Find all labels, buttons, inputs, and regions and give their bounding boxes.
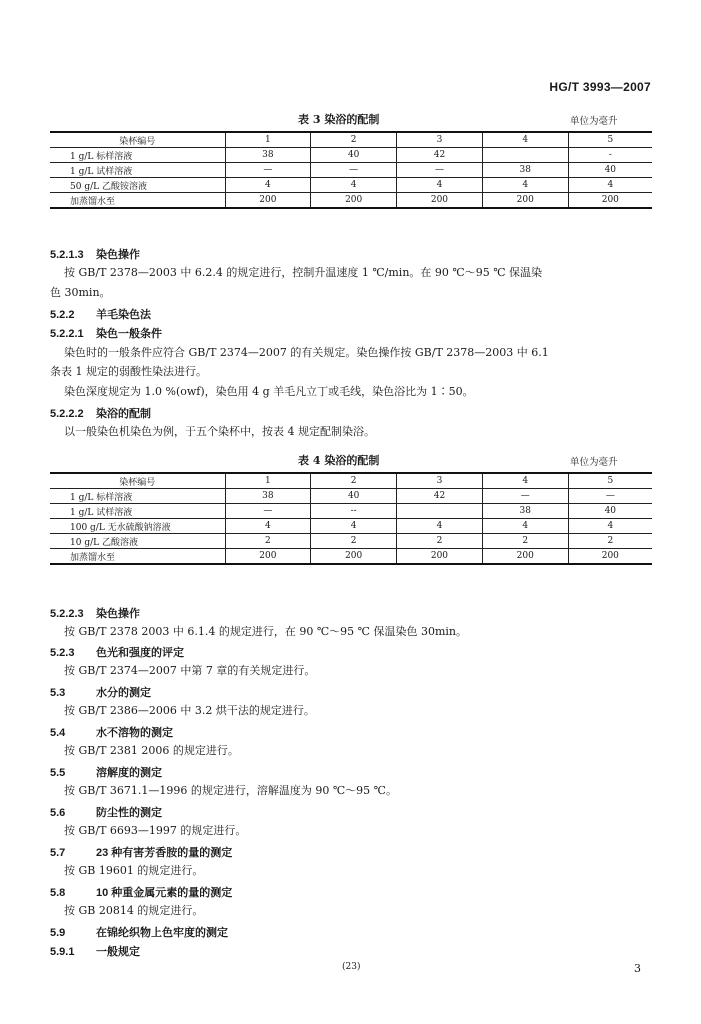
table-header-cell: 3 (397, 473, 483, 489)
paragraph-line: 按 GB/T 2381 2006 的规定进行。 (64, 744, 239, 757)
table-cell: 200 (225, 193, 311, 209)
section-heading (50, 644, 184, 660)
table-cell: 40 (311, 148, 397, 163)
section-number: 5.2.1.3 (50, 249, 84, 261)
section-number: 5.2.3 (50, 647, 75, 659)
section-number: 5.4 (50, 727, 66, 739)
table3 (50, 131, 652, 209)
section-heading (50, 844, 232, 860)
table-row (50, 193, 652, 209)
table-cell: 42 (397, 489, 483, 504)
section-heading (50, 325, 162, 341)
table-cell: 10 g/L 乙酸溶液 (50, 534, 225, 549)
page-number: 3 (634, 962, 641, 975)
table-cell: 4 (482, 519, 568, 534)
paragraph-line: 按 GB/T 2378 2003 中 6.1.4 的规定进行，在 90 ℃～95 ℃ 保温染色 30min。 (64, 625, 467, 638)
table-cell: 2 (482, 534, 568, 549)
section-title: 10 种重金属元素的量的测定 (96, 887, 233, 899)
table-row (50, 489, 652, 504)
table4 (50, 472, 652, 565)
table-cell: - (568, 148, 652, 163)
section-title: 染色操作 (96, 608, 140, 620)
section-title: 染色操作 (96, 249, 140, 261)
section-heading (50, 306, 151, 322)
section-number: 5.3 (50, 687, 66, 699)
paragraph-line: 按 GB/T 2374—2007 中第 7 章的有关规定进行。 (64, 664, 316, 677)
table-cell: — (225, 504, 311, 519)
section-title: 在锦纶织物上色牢度的测定 (96, 927, 228, 939)
table-cell: 200 (397, 549, 483, 565)
section-title: 23 种有害芳香胺的量的测定 (96, 847, 233, 859)
table-cell: 200 (397, 193, 483, 209)
paragraph-line: 按 GB/T 3671.1—1996 的规定进行，溶解温度为 90 ℃～95 ℃。 (64, 784, 397, 797)
table-cell: 200 (311, 193, 397, 209)
section-number: 5.9 (50, 927, 66, 939)
table-header-cell: 1 (225, 473, 311, 489)
section-heading (50, 924, 228, 940)
table-header-row (50, 473, 652, 489)
table-cell (482, 148, 568, 163)
table-header-cell: 染杯编号 (50, 132, 225, 148)
table-header-cell: 1 (225, 132, 311, 148)
table-cell: 200 (568, 193, 652, 209)
table-cell: 4 (568, 519, 652, 534)
paragraph-line: 按 GB 19601 的规定进行。 (64, 864, 204, 877)
table-header-cell: 4 (482, 473, 568, 489)
paragraph-line: 染色时的一般条件应符合 GB/T 2374—2007 的有关规定。染色操作按 GB/T 2378—2003 中 6.1 (64, 346, 549, 359)
section-number: 5.2.2.1 (50, 328, 84, 340)
section-title: 水分的测定 (96, 687, 151, 699)
table-header-row (50, 132, 652, 148)
table-header-cell: 染杯编号 (50, 473, 225, 489)
paragraph-line: 色 30min。 (50, 286, 111, 299)
paragraph-line: 条表 1 规定的弱酸性染法进行。 (50, 365, 207, 378)
paragraph-line: 按 GB/T 2386—2006 中 3.2 烘干法的规定进行。 (64, 704, 315, 717)
table-cell: 38 (225, 148, 311, 163)
section-number: 5.2.2 (50, 309, 75, 321)
table3-unit: 单位为毫升 (570, 116, 618, 127)
table-cell: 200 (568, 549, 652, 565)
table-cell: 1 g/L 标样溶液 (50, 148, 225, 163)
section-heading (50, 804, 162, 820)
table3-caption: 表 3 染浴的配制 (298, 113, 380, 126)
table-cell: 1 g/L 试样溶液 (50, 163, 225, 178)
table-cell: 4 (397, 178, 483, 193)
section-heading (50, 684, 151, 700)
table-cell: 40 (568, 504, 652, 519)
table-row (50, 549, 652, 565)
table-row (50, 148, 652, 163)
table-cell: 4 (311, 178, 397, 193)
section-number: 5.7 (50, 847, 66, 859)
table-cell: 4 (568, 178, 652, 193)
table-cell: 加蒸馏水至 (50, 193, 225, 209)
table-cell: 40 (568, 163, 652, 178)
table-cell: 40 (311, 489, 397, 504)
table-cell: 4 (397, 519, 483, 534)
table-cell: 2 (397, 534, 483, 549)
table-cell: 4 (482, 178, 568, 193)
paragraph-line: 按 GB/T 2378—2003 中 6.2.4 的规定进行，控制升温速度 1 ℃/min。在 90 ℃～95 ℃ 保温染 (64, 266, 542, 279)
table4-caption: 表 4 染浴的配制 (298, 454, 380, 467)
table-cell: 38 (482, 163, 568, 178)
table-header-cell: 2 (311, 473, 397, 489)
table-cell: 4 (225, 519, 311, 534)
paragraph-line: 染色深度规定为 1.0 %(owf)，染色用 4 g 羊毛凡立丁或毛线，染色浴比为 1∶50。 (64, 385, 474, 398)
section-heading (50, 724, 173, 740)
table-row (50, 519, 652, 534)
table-cell: — (568, 489, 652, 504)
table-cell: — (225, 163, 311, 178)
section-heading (50, 246, 140, 262)
section-number: 5.2.2.3 (50, 608, 84, 620)
paragraph-line: 按 GB/T 6693—1997 的规定进行。 (64, 824, 247, 837)
section-title: 水不溶物的测定 (96, 727, 173, 739)
table-cell: 100 g/L 无水硫酸钠溶液 (50, 519, 225, 534)
table-cell: 4 (225, 178, 311, 193)
section-number: 5.5 (50, 767, 66, 779)
table-row (50, 163, 652, 178)
table-cell: 2 (568, 534, 652, 549)
table-cell: — (311, 163, 397, 178)
table-header-cell: 5 (568, 132, 652, 148)
standard-number: HG/T 3993—2007 (549, 80, 651, 94)
section-title: 色光和强度的评定 (96, 647, 184, 659)
table-cell: 加蒸馏水至 (50, 549, 225, 565)
table-cell: 4 (311, 519, 397, 534)
section-heading (50, 405, 151, 421)
table-header-cell: 4 (482, 132, 568, 148)
table-cell: 1 g/L 试样溶液 (50, 504, 225, 519)
section-number: 5.2.2.2 (50, 408, 84, 420)
table-cell: 1 g/L 标样溶液 (50, 489, 225, 504)
table-cell: 42 (397, 148, 483, 163)
table-header-cell: 2 (311, 132, 397, 148)
table4-unit: 单位为毫升 (570, 457, 618, 468)
table-cell: 200 (482, 549, 568, 565)
table-header-cell: 3 (397, 132, 483, 148)
table-cell: 50 g/L 乙酸铵溶液 (50, 178, 225, 193)
table-row (50, 178, 652, 193)
section-heading (50, 943, 140, 959)
table-cell: 2 (311, 534, 397, 549)
section-heading (50, 605, 140, 621)
section-number: 5.9.1 (50, 946, 75, 958)
section-heading (50, 764, 162, 780)
table-cell: 2 (225, 534, 311, 549)
paragraph-line: 以一般染色机染色为例，于五个染杯中，按表 4 规定配制染浴。 (64, 425, 375, 438)
table-cell (397, 504, 483, 519)
table-cell: -- (311, 504, 397, 519)
table-cell: 200 (482, 193, 568, 209)
section-title: 防尘性的测定 (96, 807, 162, 819)
paragraph-line: 按 GB 20814 的规定进行。 (64, 904, 204, 917)
section-title: 染浴的配制 (96, 408, 151, 420)
footer-center-number: (23) (342, 962, 361, 972)
table-row (50, 504, 652, 519)
table-cell: — (397, 163, 483, 178)
table-cell: 38 (225, 489, 311, 504)
section-title: 溶解度的测定 (96, 767, 162, 779)
section-title: 一般规定 (96, 946, 140, 958)
table-cell: 200 (311, 549, 397, 565)
table-cell: — (482, 489, 568, 504)
section-number: 5.8 (50, 887, 66, 899)
section-heading (50, 884, 232, 900)
table-header-cell: 5 (568, 473, 652, 489)
section-title: 染色一般条件 (96, 328, 162, 340)
section-number: 5.6 (50, 807, 66, 819)
section-title: 羊毛染色法 (96, 309, 151, 321)
table-cell: 200 (225, 549, 311, 565)
table-row (50, 534, 652, 549)
table-cell: 38 (482, 504, 568, 519)
